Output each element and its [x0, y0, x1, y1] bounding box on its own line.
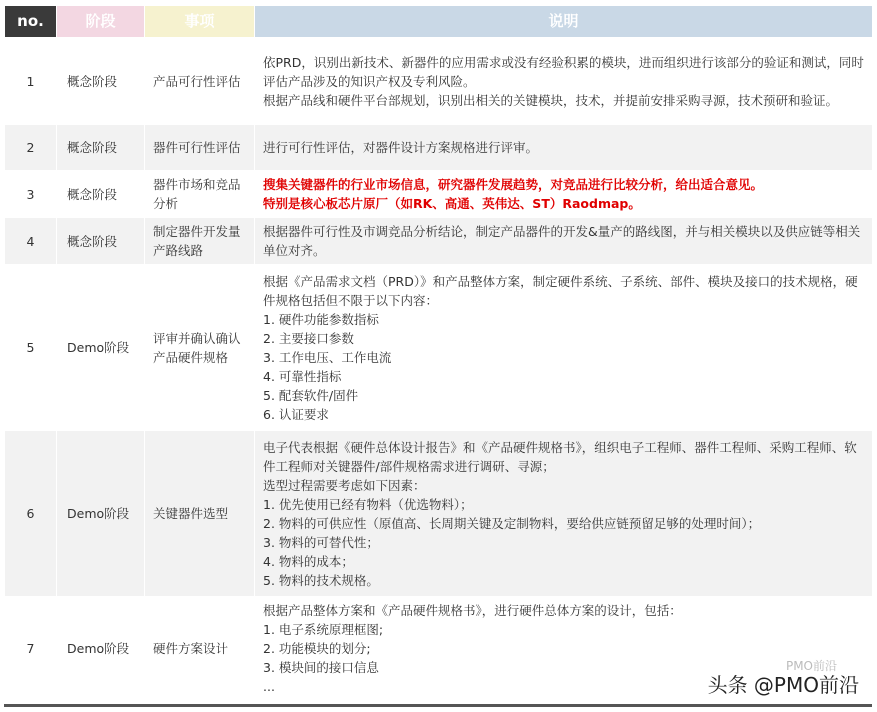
desc-line: 2. 功能模块的划分; [263, 641, 371, 656]
desc-line-highlight: 特别是核心板芯片原厂（如RK、高通、英伟达、ST）Raodmap。 [263, 196, 641, 211]
desc-line: 5. 物料的技术规格。 [263, 572, 379, 588]
desc-line: 依PRD，识别出新技术、新器件的应用需求或没有经验积累的模块，进而组织进行该部分的验证和测试，同时评估产品涉及的知识产权及专利风险。 [263, 54, 864, 89]
desc-line: 3. 物料的可替代性； [263, 534, 379, 550]
desc-line: 根据《产品需求文档（PRD）》和产品整体方案，制定硬件系统、子系统、部件、模块及接口的技术规格，硬件规格包括但不限于以下内容： [263, 273, 858, 308]
table-row [5, 218, 873, 265]
desc-line: 1. 优先使用已经有物料（优选物料）； [263, 496, 473, 512]
row-stage: Demo阶段 [57, 431, 145, 597]
row-item: 器件可行性评估 [145, 125, 255, 171]
desc-line: 3. 工作电压、工作电流 [263, 349, 392, 365]
desc-line: 电子代表根据《硬件总体设计报告》和《产品硬件规格书》，组织电子工程师、器件工程师、采购工程师、软件工程师对关键器件/部件规格需求进行调研、寻源； [263, 439, 857, 474]
row-item: 关键器件选型 [145, 431, 255, 597]
row-no: 4 [5, 218, 57, 265]
header-item: 事项 [145, 6, 255, 38]
desc-line: 6. 认证要求 [263, 406, 329, 422]
desc-line: 根据产品整体方案和《产品硬件规格书》，进行硬件总体方案的设计，包括： [263, 603, 682, 618]
watermark-sub: PMO前沿 [785, 659, 837, 673]
row-no: 3 [5, 171, 57, 218]
header-no: no. [5, 6, 57, 38]
desc-line: 5. 配套软件/固件 [263, 387, 359, 403]
row-no: 1 [5, 38, 57, 125]
row-no: 6 [5, 431, 57, 597]
row-item: 器件市场和竞品分析 [145, 171, 255, 218]
row-stage: 概念阶段 [57, 125, 145, 171]
desc-line: ... [263, 679, 275, 694]
table-row [5, 171, 873, 218]
desc-line: 1. 电子系统原理框图; [263, 622, 384, 637]
row-desc [255, 218, 873, 265]
table-row [5, 265, 873, 431]
row-stage: 概念阶段 [57, 171, 145, 218]
watermark: 头条 @PMO前沿 [707, 673, 859, 697]
row-item: 硬件方案设计 [145, 597, 255, 701]
row-stage: Demo阶段 [57, 265, 145, 431]
desc-line: 4. 可靠性指标 [263, 368, 342, 384]
row-item: 产品可行性评估 [145, 38, 255, 125]
table-row [5, 38, 873, 125]
row-desc [255, 431, 873, 597]
row-desc [255, 265, 873, 431]
row-item: 评审并确认确认产品硬件规格 [145, 265, 255, 431]
desc-line: 选型过程需要考虑如下因素： [263, 477, 426, 493]
desc-line: 根据器件可行性及市调竞品分析结论，制定产品器件的开发&量产的路线图，并与相关模块以及供应链等相关单位对齐。 [263, 224, 861, 258]
row-stage: 概念阶段 [57, 38, 145, 125]
desc-line: 3. 模块间的接口信息 [263, 660, 379, 675]
row-item: 制定器件开发量产路线路 [145, 218, 255, 265]
desc-line: 1. 硬件功能参数指标 [263, 311, 379, 327]
desc-line: 2. 主要接口参数 [263, 330, 354, 346]
row-stage: Demo阶段 [57, 597, 145, 701]
table-header-row [5, 6, 873, 38]
row-no: 5 [5, 265, 57, 431]
row-stage: 概念阶段 [57, 218, 145, 265]
table-row [5, 431, 873, 597]
desc-line-highlight: 搜集关键器件的行业市场信息，研究器件发展趋势，对竞品进行比较分析，给出适合意见。 [263, 177, 764, 192]
requirements-table [4, 5, 873, 701]
row-desc [255, 125, 873, 171]
row-desc [255, 171, 873, 218]
row-no: 7 [5, 597, 57, 701]
header-stage: 阶段 [57, 6, 145, 38]
row-no: 2 [5, 125, 57, 171]
header-desc: 说明 [255, 6, 873, 38]
row-desc [255, 38, 873, 125]
table-row [5, 125, 873, 171]
desc-line: 2. 物料的可供应性（原值高、长周期关键及定制物料，要给供应链预留足够的处理时间）； [263, 515, 761, 531]
desc-line: 根据产品线和硬件平台部规划，识别出相关的关键模块，技术，并提前安排采购寻源，技术预研和验证。 [263, 92, 839, 108]
desc-line: 进行可行性评估，对器件设计方案规格进行评审。 [263, 140, 539, 155]
desc-line: 4. 物料的成本； [263, 553, 354, 569]
